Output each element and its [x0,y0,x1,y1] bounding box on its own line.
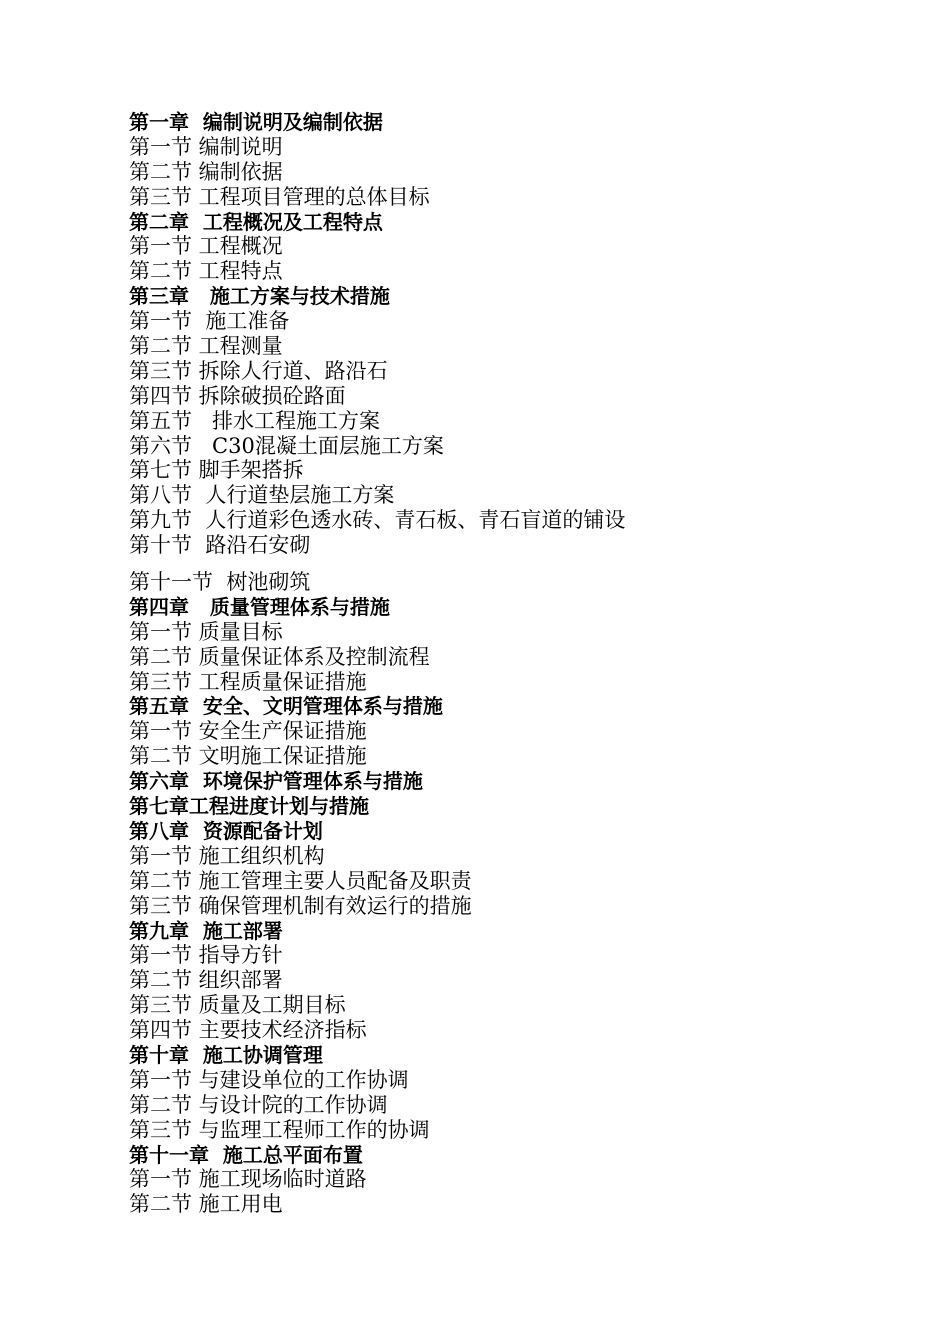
toc-section-item: 第一节 与建设单位的工作协调 [129,1067,409,1092]
toc-section-item: 第二节 文明施工保证措施 [129,744,367,769]
toc-section-item: 第二节 工程测量 [129,334,283,359]
toc-section-item: 第三节 确保管理机制有效运行的措施 [129,893,472,918]
toc-chapter-heading: 第三章 施工方案与技术措施 [129,284,390,309]
toc-section-item: 第二节 组织部署 [129,968,283,993]
toc-section-item: 第一节 施工组织机构 [129,843,325,868]
toc-section-item: 第三节 工程项目管理的总体目标 [129,184,430,209]
toc-chapter-heading: 第九章 施工部署 [129,918,283,943]
toc-chapter-heading: 第五章 安全、文明管理体系与措施 [129,694,443,719]
toc-section-item: 第八节 人行道垫层施工方案 [129,483,395,508]
toc-section-item: 第一节 质量目标 [129,619,283,644]
toc-chapter-heading: 第四章 质量管理体系与措施 [129,594,390,619]
toc-section-item: 第九节 人行道彩色透水砖、青石板、青石盲道的铺设 [129,508,626,533]
toc-chapter-heading: 第二章 工程概况及工程特点 [129,209,383,234]
toc-section-item: 第一节 指导方针 [129,943,283,968]
toc-section-item: 第一节 安全生产保证措施 [129,719,367,744]
toc-section-item: 第十节 路沿石安砌 [129,533,311,558]
toc-section-item: 第二节 编制依据 [129,159,283,184]
toc-section-item: 第二节 施工用电 [129,1192,283,1217]
toc-section-item: 第四节 拆除破损砼路面 [129,383,346,408]
toc-section-item: 第一节 施工现场临时道路 [129,1167,367,1192]
toc-section-item: 第三节 与监理工程师工作的协调 [129,1117,430,1142]
toc-section-item: 第三节 工程质量保证措施 [129,669,367,694]
toc-section-item: 第七节 脚手架搭拆 [129,458,304,483]
toc-chapter-heading: 第六章 环境保护管理体系与措施 [129,769,423,794]
toc-section-item: 第一节 工程概况 [129,234,283,259]
toc-chapter-heading: 第十一章 施工总平面布置 [129,1142,363,1167]
toc-section-item: 第三节 质量及工期目标 [129,993,346,1018]
toc-section-item: 第六节 C30混凝土面层施工方案 [129,433,444,458]
toc-chapter-heading: 第八章 资源配备计划 [129,818,323,843]
toc-section-item: 第二节 与设计院的工作协调 [129,1092,388,1117]
toc-section-item: 第十一节 树池砌筑 [129,570,311,595]
toc-section-item: 第一节 施工准备 [129,309,290,334]
toc-section-item: 第二节 质量保证体系及控制流程 [129,644,430,669]
table-of-contents [129,110,909,1217]
toc-section-item: 第四节 主要技术经济指标 [129,1018,367,1043]
toc-section-item: 第三节 拆除人行道、路沿石 [129,358,388,383]
toc-section-item: 第二节 工程特点 [129,259,283,284]
toc-section-item: 第二节 施工管理主要人员配备及职责 [129,868,472,893]
toc-section-item: 第五节 排水工程施工方案 [129,408,381,433]
toc-section-item: 第一节 编制说明 [129,134,283,159]
toc-chapter-heading: 第十章 施工协调管理 [129,1042,323,1067]
toc-chapter-heading: 第七章工程进度计划与措施 [129,794,369,819]
toc-chapter-heading: 第一章 编制说明及编制依据 [129,110,383,134]
